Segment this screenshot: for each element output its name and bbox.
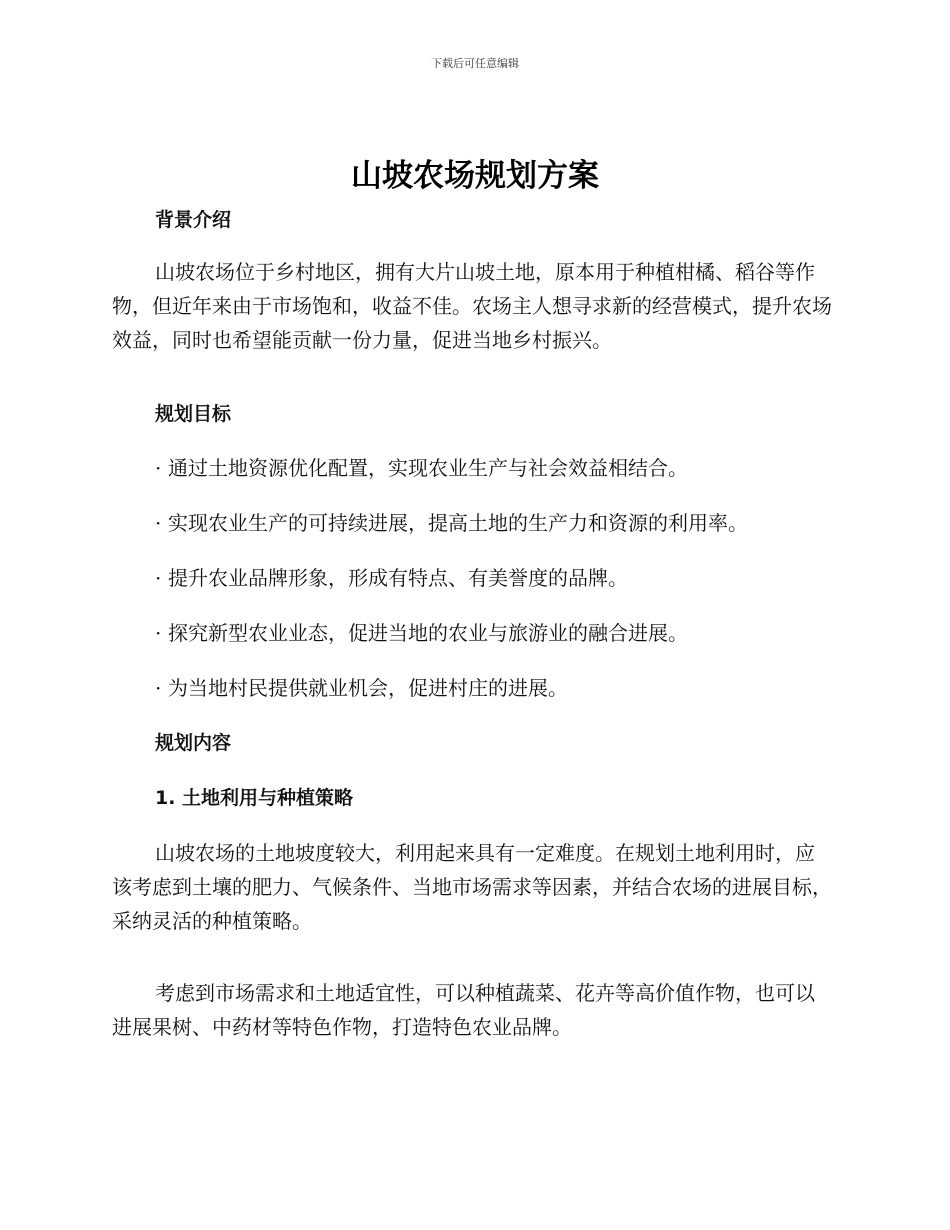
land-use-paragraph: 山坡农场的土地坡度较大，利用起来具有一定难度。在规划土地利用时，应该考虑到土壤的肥力、气候条件、当地市场需求等因素，并结合农场的进展目标，采纳灵活的种植策略。 [112, 841, 832, 933]
goal-item-text: 为当地村民提供就业机会，促进村庄的进展。 [168, 676, 568, 700]
goal-item [155, 509, 855, 537]
subsection-heading-land-use: 1. 土地利用与种植策略 [155, 787, 354, 809]
goal-item-text: 提升农业品牌形象，形成有特点、有美誉度的品牌。 [168, 566, 628, 590]
bullet-symbol: · [155, 676, 162, 700]
background-paragraph: 山坡农场位于乡村地区，拥有大片山坡土地，原本用于种植柑橘、稻谷等作物，但近年来由于市场饱和，收益不佳。农场主人想寻求新的经营模式，提升农场效益，同时也希望能贡献一份力量，促进当地乡村振兴。 [112, 260, 832, 352]
goal-item-text: 探究新型农业业态，促进当地的农业与旅游业的融合进展。 [168, 621, 688, 645]
goal-item-text: 通过土地资源优化配置，实现农业生产与社会效益相结合。 [168, 456, 688, 480]
section-heading-goals: 规划目标 [155, 403, 232, 425]
bullet-symbol: · [155, 566, 162, 590]
bullet-symbol: · [155, 621, 162, 645]
document-title: 山坡农场规划方案 [351, 158, 599, 194]
section-heading-background: 背景介绍 [155, 209, 232, 231]
bullet-symbol: · [155, 456, 162, 480]
goal-item-text: 实现农业生产的可持续进展，提高土地的生产力和资源的利用率。 [168, 511, 748, 535]
bullet-symbol: · [155, 511, 162, 535]
goal-item [155, 674, 855, 702]
planting-paragraph: 考虑到市场需求和土地适宜性，可以种植蔬菜、花卉等高价值作物，也可以进展果树、中药材等特色作物，打造特色农业品牌。 [112, 981, 815, 1039]
section-heading-content: 规划内容 [155, 732, 232, 754]
goal-item [155, 454, 855, 482]
header-note: 下载后可任意编辑 [431, 57, 519, 70]
goal-item [155, 619, 855, 647]
goal-item [155, 564, 855, 592]
